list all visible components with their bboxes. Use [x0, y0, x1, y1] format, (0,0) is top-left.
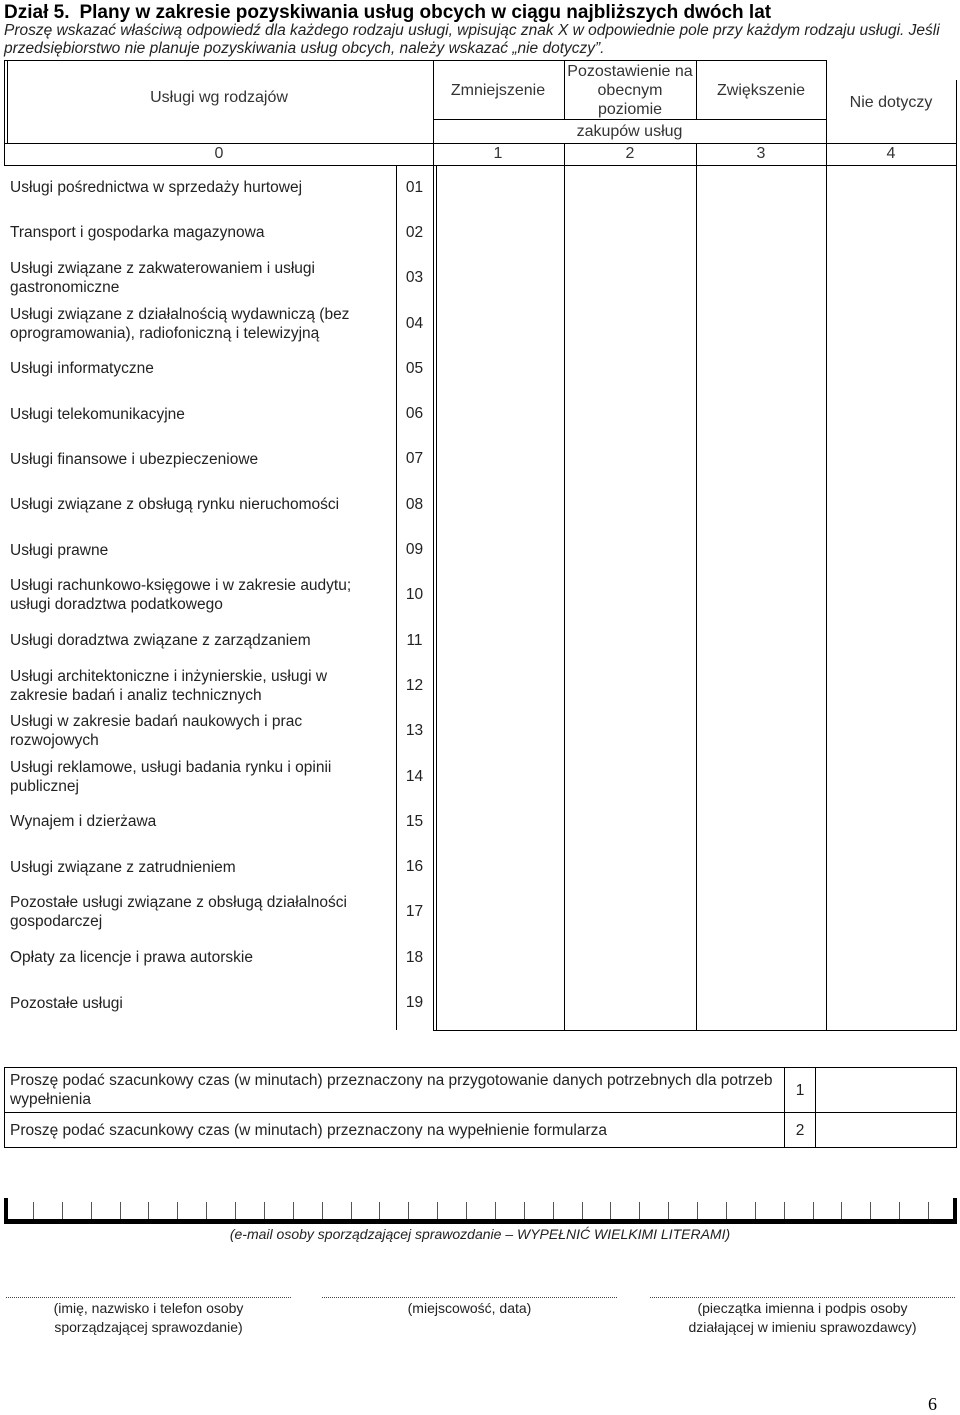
- answer-cell-col-3[interactable]: [697, 709, 826, 754]
- numbers-bottom-rule: [4, 165, 957, 166]
- row-code: 13: [405, 722, 424, 740]
- email-base-bar: [4, 1219, 957, 1224]
- answer-cell-col-3[interactable]: [697, 437, 826, 482]
- email-box-divider: [928, 1202, 929, 1219]
- answer-cell-col-2[interactable]: [565, 709, 696, 754]
- section-number: Dział 5.: [4, 2, 70, 23]
- section-heading: [4, 2, 771, 24]
- signature-caption-stamp: (pieczątka imienna i podpis osoby działającej w imieniu sprawozdawcy): [688, 1300, 917, 1335]
- answer-cell-col-3[interactable]: [697, 165, 826, 210]
- row-code: 16: [405, 858, 424, 876]
- email-box-divider: [813, 1202, 814, 1219]
- email-box-divider: [293, 1202, 294, 1219]
- row-code: 11: [406, 631, 423, 649]
- email-box-divider: [408, 1202, 409, 1219]
- answer-cell-col-2[interactable]: [565, 845, 696, 890]
- answer-cell-col-2[interactable]: [565, 165, 696, 210]
- answer-cell-col-3[interactable]: [697, 392, 826, 437]
- page-number: 6: [928, 1394, 937, 1414]
- answer-cell-col-3[interactable]: [697, 845, 826, 890]
- answer-cell-col-1[interactable]: [434, 618, 564, 663]
- time-input-filling[interactable]: [816, 1113, 956, 1147]
- row-label: Wynajem i dzierżawa: [10, 813, 157, 831]
- answer-cell-col-4[interactable]: [827, 527, 956, 572]
- signature-line-place-date: [322, 1297, 617, 1298]
- col-number-0: 0: [214, 145, 224, 162]
- row-code: 06: [405, 405, 424, 423]
- answer-cell-col-3[interactable]: [697, 980, 826, 1025]
- email-caption: (e-mail osoby sporządzającej sprawozdanie – WYPEŁNIĆ WIELKIMI LITERAMI): [229, 1226, 731, 1242]
- email-box-divider: [899, 1202, 900, 1219]
- answer-cell-col-4[interactable]: [827, 663, 956, 708]
- row-code: 07: [405, 450, 424, 468]
- answer-cell-col-2[interactable]: [565, 935, 696, 980]
- email-box-divider: [639, 1202, 640, 1219]
- row-label: Usługi związane z zakwaterowaniem i usługi gastronomiczne: [10, 260, 315, 297]
- row-label: Opłaty za licencje i prawa autorskie: [10, 949, 253, 967]
- table-rule: [564, 143, 565, 1031]
- email-box-divider: [697, 1202, 698, 1219]
- table-rule: [564, 60, 565, 119]
- answer-cell-col-4[interactable]: [827, 799, 956, 844]
- col-number-3: 3: [756, 145, 766, 162]
- answer-cell-col-4[interactable]: [827, 890, 956, 935]
- email-input-boxes[interactable]: [4, 1198, 957, 1224]
- answer-cell-col-1[interactable]: [434, 346, 564, 391]
- answer-cell-col-2[interactable]: [565, 618, 696, 663]
- email-box-divider: [582, 1202, 583, 1219]
- answer-cell-col-3[interactable]: [697, 527, 826, 572]
- answer-cell-col-2[interactable]: [565, 527, 696, 572]
- answer-cell-col-3[interactable]: [697, 799, 826, 844]
- table-rule: [436, 165, 437, 1031]
- answer-cell-col-2[interactable]: [565, 437, 696, 482]
- email-box-divider: [524, 1202, 525, 1219]
- answer-cell-col-1[interactable]: [434, 935, 564, 980]
- answer-cell-col-1[interactable]: [434, 437, 564, 482]
- col-number-1: 1: [493, 145, 503, 162]
- answer-cell-col-2[interactable]: [565, 301, 696, 346]
- row-code: 18: [405, 948, 424, 966]
- email-box-divider: [206, 1202, 207, 1219]
- answer-cell-col-1[interactable]: [434, 799, 564, 844]
- answer-cell-col-3[interactable]: [697, 346, 826, 391]
- answer-cell-col-4[interactable]: [827, 845, 956, 890]
- answer-cell-col-3[interactable]: [697, 890, 826, 935]
- row-label: Usługi reklamowe, usługi badania rynku i opinii publicznej: [10, 758, 332, 795]
- answer-cell-col-1[interactable]: [434, 890, 564, 935]
- purchases-rule: [433, 119, 826, 120]
- answer-cell-col-4[interactable]: [827, 346, 956, 391]
- email-right-edge: [953, 1198, 957, 1224]
- email-box-divider: [379, 1202, 380, 1219]
- row-code: 15: [405, 812, 424, 830]
- answer-cell-col-1[interactable]: [434, 663, 564, 708]
- answer-cell-col-4[interactable]: [827, 980, 956, 1025]
- email-box-divider: [784, 1202, 785, 1219]
- row-label: Usługi związane z zatrudnieniem: [10, 858, 236, 876]
- answer-cell-col-2[interactable]: [565, 210, 696, 255]
- row-label: Usługi doradztwa związane z zarządzaniem: [10, 632, 311, 650]
- answer-cell-col-1[interactable]: [434, 256, 564, 301]
- row-code: 09: [405, 541, 424, 559]
- email-box-divider: [177, 1202, 178, 1219]
- answer-cell-col-4[interactable]: [827, 301, 956, 346]
- table-right-rule: [956, 80, 957, 1031]
- row-label: Usługi architektoniczne i inżynierskie, usługi w zakresie badań i analiz technicznych: [10, 667, 328, 704]
- email-box-divider: [553, 1202, 554, 1219]
- col-number-2: 2: [625, 145, 635, 162]
- answer-cell-col-1[interactable]: [434, 165, 564, 210]
- answer-cell-col-3[interactable]: [697, 618, 826, 663]
- email-box-divider: [120, 1202, 121, 1219]
- table-rule: [696, 60, 697, 119]
- answer-cell-col-1[interactable]: [434, 392, 564, 437]
- row-code: 14: [405, 767, 424, 785]
- email-boxes-svg: [4, 1198, 957, 1224]
- email-left-edge: [4, 1198, 8, 1224]
- answer-cell-col-4[interactable]: [827, 210, 956, 255]
- answer-cell-col-3[interactable]: [697, 573, 826, 618]
- answer-cell-col-4[interactable]: [827, 482, 956, 527]
- time-label-preparation: Proszę podać szacunkowy czas (w minutach) przeznaczony na przygotowanie danych potrzebnych dla potrzeb wypełnienia: [10, 1072, 773, 1108]
- row-label: Usługi rachunkowo-księgowe i w zakresie audytu; usługi doradztwa podatkowego: [10, 577, 352, 614]
- answer-cell-col-1[interactable]: [434, 845, 564, 890]
- email-box-divider: [726, 1202, 727, 1219]
- answer-cell-col-4[interactable]: [827, 754, 956, 799]
- answer-cell-col-2[interactable]: [565, 346, 696, 391]
- header-bottom-rule: [4, 143, 957, 144]
- answer-cell-col-1[interactable]: [434, 754, 564, 799]
- answer-cell-col-4[interactable]: [827, 437, 956, 482]
- answer-cell-col-1[interactable]: [434, 527, 564, 572]
- row-code: 01: [405, 178, 424, 196]
- row-label: Usługi w zakresie badań naukowych i prac rozwojowych: [10, 713, 303, 750]
- row-label: Usługi związane z obsługą rynku nieruchomości: [10, 496, 340, 514]
- row-code: 03: [405, 269, 424, 287]
- email-box-divider: [264, 1202, 265, 1219]
- time-input-preparation[interactable]: [816, 1068, 956, 1112]
- signature-line-stamp: [650, 1297, 955, 1298]
- row-code: 08: [405, 495, 424, 513]
- answer-cell-col-3[interactable]: [697, 482, 826, 527]
- email-box-divider: [870, 1202, 871, 1219]
- answer-cell-col-3[interactable]: [697, 301, 826, 346]
- answer-cell-col-4[interactable]: [827, 709, 956, 754]
- header-decrease: Zmniejszenie: [450, 81, 546, 99]
- answer-cell-col-3[interactable]: [697, 935, 826, 980]
- email-box-divider: [91, 1202, 92, 1219]
- answer-cell-col-2[interactable]: [565, 482, 696, 527]
- email-box-divider: [437, 1202, 438, 1219]
- answer-cell-col-2[interactable]: [565, 573, 696, 618]
- table-rule: [433, 60, 434, 1031]
- answer-cell-col-1[interactable]: [434, 980, 564, 1025]
- answer-cell-col-1[interactable]: [434, 709, 564, 754]
- answer-cell-col-3[interactable]: [697, 754, 826, 799]
- email-box-divider: [755, 1202, 756, 1219]
- email-box-divider: [495, 1202, 496, 1219]
- row-label: Usługi związane z działalnością wydawniczą (bez oprogramowania), radiofoniczną i telewizyjną: [10, 305, 350, 342]
- answer-cell-col-4[interactable]: [827, 618, 956, 663]
- row-label: Usługi telekomunikacyjne: [10, 405, 185, 423]
- answer-cell-col-4[interactable]: [827, 935, 956, 980]
- answer-cell-col-1[interactable]: [434, 301, 564, 346]
- row-code: 17: [405, 903, 424, 921]
- row-code: 19: [405, 994, 424, 1012]
- answer-cell-col-2[interactable]: [565, 663, 696, 708]
- answer-cell-col-4[interactable]: [827, 573, 956, 618]
- email-box-divider: [322, 1202, 323, 1219]
- row-code: 02: [405, 223, 424, 241]
- row-code: 04: [405, 314, 424, 332]
- answer-cell-col-3[interactable]: [697, 210, 826, 255]
- row-label: Usługi prawne: [10, 541, 109, 559]
- section-instruction: Proszę wskazać właściwą odpowiedź dla każdego rodzaju usługi, wpisując znak X w odpowiednie pole przy każdym rodzaju usługi. Jeśli przedsiębiorstwo nie planuje pozyskiwania usług obcych, należy wskazać „nie dotyczy”.: [4, 22, 940, 57]
- answer-cell-col-4[interactable]: [827, 392, 956, 437]
- signature-caption-person: (imię, nazwisko i telefon osoby sporządzającej sprawozdanie): [53, 1300, 244, 1335]
- row-label: Usługi informatyczne: [10, 360, 154, 378]
- email-box-divider: [610, 1202, 611, 1219]
- header-keep: Pozostawienie na obecnym poziomie: [567, 62, 693, 118]
- time-label-filling: Proszę podać szacunkowy czas (w minutach) przeznaczony na wypełnienie formularza: [10, 1121, 608, 1139]
- answer-cell-col-2[interactable]: [565, 392, 696, 437]
- header-not-applicable: Nie dotyczy: [849, 94, 933, 111]
- email-box-divider: [62, 1202, 63, 1219]
- table-left-rule: [4, 60, 5, 166]
- answer-cell-col-4[interactable]: [827, 165, 956, 210]
- row-label: Pozostałe usługi: [10, 994, 123, 1012]
- row-label: Usługi pośrednictwa w sprzedaży hurtowej: [10, 179, 303, 197]
- signature-line-person: [6, 1297, 291, 1298]
- email-box-divider: [33, 1202, 34, 1219]
- table-left-double-rule: [7, 60, 8, 143]
- row-label: Pozostałe usługi związane z obsługą działalności gospodarczej: [10, 894, 347, 931]
- email-box-divider: [235, 1202, 236, 1219]
- answer-cell-col-2[interactable]: [565, 980, 696, 1025]
- table-bottom-rule: [433, 1030, 957, 1031]
- answer-cell-col-1[interactable]: [434, 573, 564, 618]
- header-services: Usługi wg rodzajów: [150, 89, 288, 106]
- table-rule: [826, 60, 827, 1031]
- answer-cell-col-1[interactable]: [434, 482, 564, 527]
- section-title: Plany w zakresie pozyskiwania usług obcych w ciągu najbliższych dwóch lat: [79, 2, 772, 23]
- row-code: 05: [405, 359, 424, 377]
- answer-cell-col-1[interactable]: [434, 210, 564, 255]
- time-code-2: 2: [795, 1121, 805, 1139]
- answer-cell-col-2[interactable]: [565, 799, 696, 844]
- col-number-4: 4: [886, 145, 896, 162]
- answer-cell-col-2[interactable]: [565, 754, 696, 799]
- email-box-divider: [466, 1202, 467, 1219]
- row-label: Transport i gospodarka magazynowa: [10, 224, 265, 242]
- email-box-divider: [351, 1202, 352, 1219]
- email-box-divider: [148, 1202, 149, 1219]
- answer-cell-col-3[interactable]: [697, 256, 826, 301]
- table-rule: [696, 143, 697, 1031]
- header-purchases: zakupów usług: [576, 122, 683, 140]
- row-label: Usługi finansowe i ubezpieczeniowe: [10, 450, 259, 468]
- answer-cell-col-4[interactable]: [827, 256, 956, 301]
- header-increase: Zwiększenie: [716, 81, 806, 99]
- table-top-rule: [4, 60, 827, 61]
- email-box-divider: [841, 1202, 842, 1219]
- signature-caption-place-date: (miejscowość, data): [407, 1300, 532, 1316]
- time-code-1: 1: [795, 1081, 805, 1099]
- answer-cell-col-2[interactable]: [565, 890, 696, 935]
- row-code: 10: [405, 586, 424, 604]
- email-box-divider: [668, 1202, 669, 1219]
- row-code: 12: [405, 676, 424, 694]
- table-rule: [396, 165, 397, 1030]
- answer-cell-col-3[interactable]: [697, 663, 826, 708]
- answer-cell-col-2[interactable]: [565, 256, 696, 301]
